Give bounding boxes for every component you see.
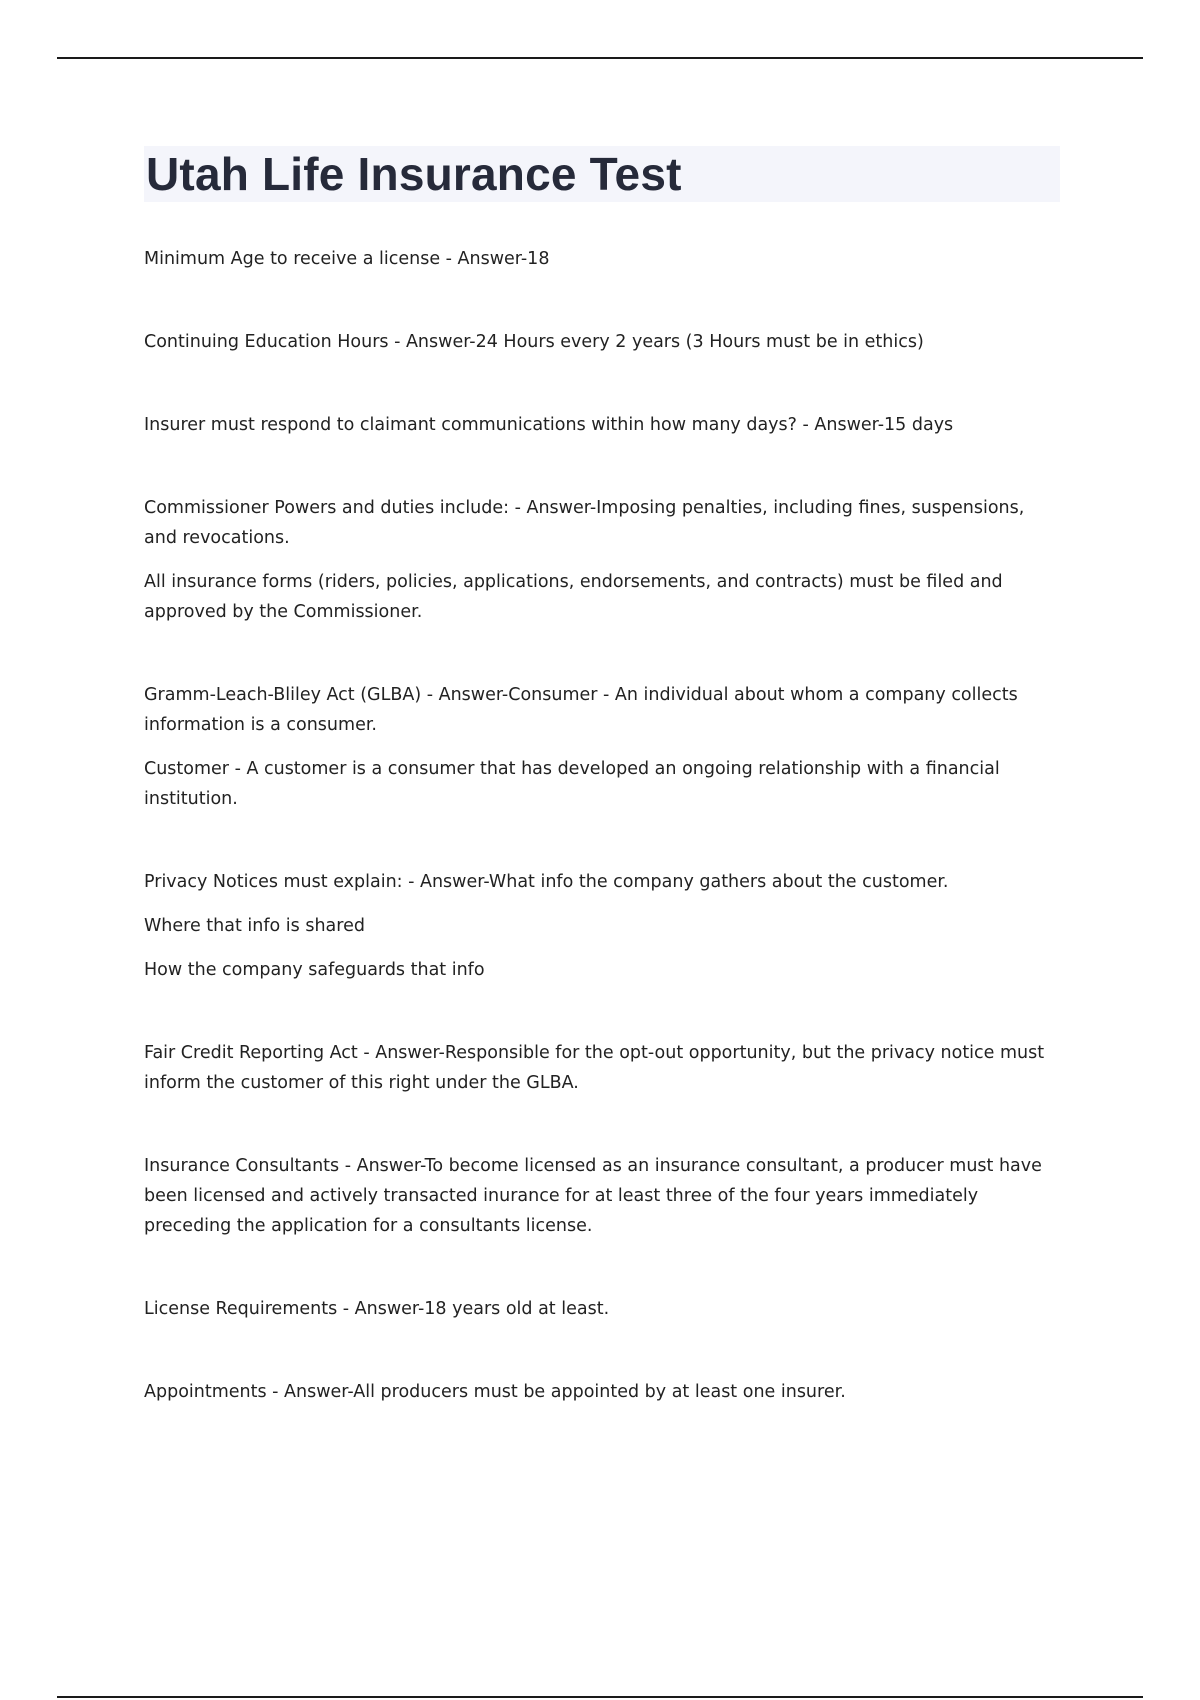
qa-text: Fair Credit Reporting Act - Answer-Responsible for the opt-out opportunity, but the privacy notice must inform the customer of this right under the GLBA. (144, 1043, 1045, 1093)
qa-text: Insurer must respond to claimant communications within how many days? - Answer-15 days (144, 415, 954, 435)
qa-text: Privacy Notices must explain: - Answer-What info the company gathers about the customer. (144, 872, 949, 892)
qa-entry (144, 327, 1060, 357)
qa-entry (144, 680, 1060, 814)
qa-list (144, 244, 1060, 1407)
qa-text: Customer - A customer is a consumer that has developed an ongoing relationship with a financial institution. (144, 759, 1000, 809)
qa-entry (144, 1151, 1060, 1241)
qa-text: Minimum Age to receive a license - Answer-18 (144, 249, 550, 269)
qa-text: Commissioner Powers and duties include: - Answer-Imposing penalties, including fines, suspensions, and revocations. (144, 498, 1025, 548)
qa-text: Where that info is shared (144, 916, 365, 936)
qa-entry (144, 1294, 1060, 1324)
qa-text: Appointments - Answer-All producers must be appointed by at least one insurer. (144, 1382, 846, 1402)
qa-entry (144, 244, 1060, 274)
qa-text: Gramm-Leach-Bliley Act (GLBA) - Answer-Consumer - An individual about whom a company collects information is a consumer. (144, 685, 1018, 735)
qa-entry (144, 1038, 1060, 1098)
bottom-rule (57, 1696, 1143, 1698)
qa-entry (144, 493, 1060, 627)
qa-text: License Requirements - Answer-18 years old at least. (144, 1299, 610, 1319)
qa-text: How the company safeguards that info (144, 960, 485, 980)
qa-text: Continuing Education Hours - Answer-24 Hours every 2 years (3 Hours must be in ethics) (144, 332, 924, 352)
document-title: Utah Life Insurance Test (146, 148, 682, 200)
qa-entry (144, 867, 1060, 985)
qa-text: All insurance forms (riders, policies, applications, endorsements, and contracts) must be filed and approved by the Commissioner. (144, 572, 1003, 622)
document-body (144, 146, 1060, 1460)
top-rule (57, 57, 1143, 59)
title-banner (144, 146, 1060, 202)
qa-entry (144, 410, 1060, 440)
qa-entry (144, 1377, 1060, 1407)
qa-text: Insurance Consultants - Answer-To become licensed as an insurance consultant, a producer must have been licensed and actively transacted inurance for at least three of the four years immediately preceding the application for a consultants license. (144, 1156, 1042, 1236)
